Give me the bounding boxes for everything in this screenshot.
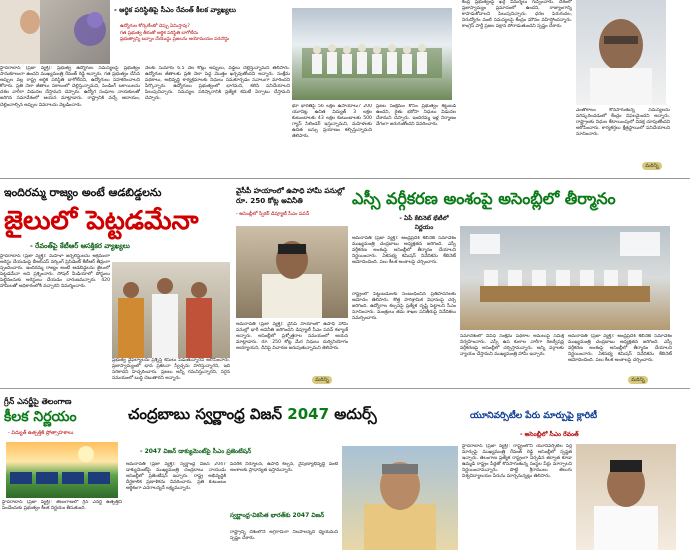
green-headline-top: గ్రీన్‌ ఎనర్జీపై తెలంగాణ [4,397,72,406]
sc-col1b: రాష్ట్రంలో పెట్టుబడులకు సంబంధించిన ప్రతిపాదనలకు ఆమోదం తెలిపారు. కొత్త పారిశ్రామిక విధానంపై చర్చ జరిగింది. ఉద్యోగాల కల్పనపై ప్రత్యేక దృష్టి పెట్టాలని సీఎం సూచించారు. మంత్రులు తమ శాఖల పనితీరుపై నివేదికలు సమర్పించారు. [352,292,456,322]
portrait-illustration [576,444,676,550]
more-button[interactable]: మరిన్ని [642,162,662,170]
pawan-text: అమరావతి (ప్రజా వ్యక్తి): వైసీపీ హయాంలో ఉపాధి హామీ పనుల్లో భారీ అవినీతి జరిగిందని డిప్యూటీ సీఎం పవన్‌ కళ్యాణ్‌ అన్నారు. అసెంబ్లీలో ప్రశ్నోత్తరాల సమయంలో ఆయన మాట్లాడారు. రూ. 250 కోట్ల మేర నిధులు దుర్వినియోగం అయ్యాయని, దీనిపై విచారణ జరుపుతున్నామని తెలిపారు. [236,322,348,352]
more-button[interactable]: మరిన్ని [628,376,648,384]
portrait-illustration [236,226,348,318]
cabinet-photo [460,226,670,330]
sc-col1: అమరావతి (ప్రజా వ్యక్తి): ఆంధ్రప్రదేశ్‌ కేబినెట్‌ సమావేశం ముఖ్యమంత్రి చంద్రబాబు అధ్యక్షతన జరిగింది. ఎస్సీ వర్గీకరణ అంశంపై అసెంబ్లీలో తీర్మానం చేయాలని నిర్ణయించారు. ఏకసభ్య కమిషన్‌ నివేదికను కేబినెట్‌ ఆమోదించింది. పలు కీలక అంశాలపై చర్చించారు. [352,236,456,266]
top-mid-photo [292,8,452,100]
top-left-bullets [120,24,288,44]
indiramma-headline-top: ఇందిరమ్మ రాజ్యం అంటే ఆడబిడ్డలను [4,186,162,199]
cbn-col2b: రాష్ట్రాన్ని దేశంలోనే అగ్రగామిగా నిలపాలన్నదే ధ్యేయమని స్పష్టం చేశారు. [230,530,338,542]
top-right-col1: కేంద్ర ప్రభుత్వంపై ఖర్గే విమర్శలు గుప్పించారు. దేశంలో ప్రజాస్వామ్యం ప్రమాదంలో ఉందని, రాజ్యాంగాన్ని కాపాడుకోవాలని పిలుపునిచ్చారు. ధరల పెరుగుదల, నిరుద్యోగం వంటి సమస్యలపై కేంద్రం మౌనం వహిస్తోందన్నారు. కాంగ్రెస్‌ పార్టీ ప్రజల పక్షాన పోరాడుతుందని స్పష్టం చేశారు. [462,0,572,30]
top-mid-col1: భూ భారతిపై 56 లక్షల ఉపాయాలు? 200 యూనిట్ల ఉచిత విద్యుత్‌ 3 లక్షల కుటుంబాలకు 43 లక్షల కుటుంబాలకు 500 గ్యాస్‌ సిలిండర్‌ ఇస్తున్నామని, మహిళలకు ఉచిత బస్సు ప్రయాణం కల్పిస్తున్నామని తెలిపారు. [292,104,372,140]
university-headline: యూనివర్సిటీల పేరు మార్పుపై క్లారిటీ [470,411,598,421]
portrait-illustration [342,446,458,550]
green-subhead: - విద్యుత్‌ ఉత్పత్తికి ప్రోత్సాహకాలు [8,430,74,436]
indiramma-col1: హైదరాబాద్‌ (ప్రజా వ్యక్తి): మహిళా జర్నలిస్టులను అక్రమంగా అరెస్టు చేయడంపై బీఆర్‌ఎస్‌ వర్కింగ్‌ ప్రెసిడెంట్‌ కేటీఆర్‌ తీవ్రంగా స్పందించారు. ఇందిరమ్మ రాజ్యం అంటే ఆడబిడ్డలను జైలులో పెట్టడమేనా అని ప్రశ్నించారు. సోషల్‌ మీడియాలో పోస్టులు పెట్టినందుకు అరెస్టులు చేయడం దారుణమన్నారు. 420 హామీలతో అధికారంలోకి వచ్చారని విమర్శించారు. [0,254,110,290]
pawan-subhead: - అసెంబ్లీలో స్పీకర్‌ డిప్యూటీ సీఎం పవన్‌ [236,212,310,217]
cbn-headline [128,404,458,424]
university-text: హైదరాబాద్‌ (ప్రజా వ్యక్తి): రాష్ట్రంలోని యూనివర్సిటీల పేర్ల మార్పుపై ముఖ్యమంత్రి రేవంత్‌ రెడ్డి అసెంబ్లీలో స్పష్టత ఇచ్చారు. తెలంగాణ ప్రత్యేక రాష్ట్రంగా ఏర్పడిన తర్వాత కూడా ఉమ్మడి రాష్ట్రం పేర్లతో కొనసాగుతున్న సంస్థల పేర్లు మార్చాలని నిర్ణయించామన్నారు. పొట్టి శ్రీరాములు తెలుగు విశ్వవిద్యాలయం పేరును మార్చనున్నట్లు తెలిపారు. [462,444,572,480]
revanth-photo [576,444,676,550]
row-divider [0,388,690,389]
bullet-item: గత ప్రభుత్వ తీరుతో ఆర్థిక పరిస్థితి బాగోలేదు [120,30,199,36]
cbn-subhead2: స్వర్ణాంధ్ర-వికసిత భారత్‌కు 2047 విజన్‌ [230,512,325,519]
sc-subhead: - ఏపీ కేబినెట్‌ భేటీలో నిర్ణయం [399,215,449,231]
solar-photo [6,442,118,498]
ktr-photo [112,262,230,358]
bullet-item: ఉద్యోగుల కోర్కెలేంటో చెప్పు ఏమిస్తావు? [120,24,190,29]
pawan-photo [236,226,348,318]
indiramma-subhead: - రేవంత్‌పై కేటీఆర్‌ ఆసక్తికర వ్యాఖ్యలు [30,242,130,250]
green-text: హైదరాబాద్‌ (ప్రజా వ్యక్తి): తెలంగాణలో గ్రీన్‌ ఎనర్జీ ఉత్పత్తిని పెంచేందుకు ప్రభుత్వం కీలక నిర్ణయం తీసుకుంది. [2,500,122,512]
portrait-illustration [576,0,666,105]
kharge-photo [576,0,666,105]
cbn-col1: అమరావతి (ప్రజా వ్యక్తి): స్వర్ణాంధ్ర విజన్‌ 2047 డాక్యుమెంట్‌పై ముఖ్యమంత్రి చంద్రబాబు నాయుడు అసెంబ్లీలో ప్రజెంటేషన్‌ ఇచ్చారు. రాష్ట్ర అభివృద్ధికి దీర్ఘకాలిక ప్రణాళికను వివరించారు. ప్రతి కుటుంబం ఆర్థికంగా ఎదగాలన్నదే లక్ష్యమన్నారు. [126,462,226,492]
sc-headline: ఎస్సీ వర్గీకరణ అంశంపై అసెంబ్లీలో తీర్మానం [352,189,616,208]
top-mid-col2: ప్రజల సంక్షేమం కోసం ప్రభుత్వం కట్టుబడి ఉందని, రైతు భరోసా నిధులు విడుదల చేశామని చెప్పారు. ఇందిరమ్మ ఇళ్ల నిర్మాణం వేగంగా జరుగుతోందని వివరించారు. [376,104,456,128]
university-subhead: - అసెంబ్లీలో సీఎం రేవంత్‌ [520,431,579,438]
sc-col3: అమరావతి (ప్రజా వ్యక్తి): ఆంధ్రప్రదేశ్‌ కేబినెట్‌ సమావేశం ముఖ్యమంత్రి చంద్రబాబు అధ్యక్షతన జరిగింది. ఎస్సీ వర్గీకరణ అంశంపై అసెంబ్లీలో తీర్మానం చేయాలని నిర్ణయించారు. ఏకసభ్య కమిషన్‌ నివేదికను కేబినెట్‌ ఆమోదించింది. పలు కీలక అంశాలపై చర్చించారు. [568,334,672,364]
cbn-col2: పేదరిక నిర్మూలన, ఉపాధి కల్పన, నైపుణ్యాభివృద్ధి వంటి అంశాలకు ప్రాధాన్యత ఇస్తామన్నారు. [230,462,338,474]
cbn-headline-part: చంద్రబాబు స్వర్ణాంధ్ర విజన్‌ [128,405,288,423]
group-photo [292,8,452,100]
row-divider [0,178,690,179]
top-left-subhead: - ఆర్థిక పరిస్థితిపై సీఎం రేవంత్‌ కీలక వ్యాఖ్యలు [114,6,236,14]
indiramma-col2: ప్రభుత్వ వైఫల్యాలను ప్రశ్నిస్తే కేసులు పెడుతున్నారని ఆరోపించారు. ప్రజాస్వామ్యంలో భావ ప్రకటనా స్వేచ్ఛను హరిస్తున్నారని, ఇది సరికాదని హెచ్చరించారు. ప్రజలు అన్నీ గమనిస్తున్నారని, సరైన సమయంలో బుద్ధి చెబుతారని అన్నారు. [112,358,230,382]
top-right-col2: ఎంతోకాలం కొనసాగుతున్న సమస్యలను పరిష్కరించడంలో కేంద్రం విఫలమైందని అన్నారు. రాష్ట్రాలకు నిధుల కేటాయింపులో వివక్ష చూపుతోందని ఆరోపించారు. కార్యకర్తలు క్షేత్రస్థాయిలో పనిచేయాలని సూచించారు. [576,108,670,138]
sc-col2: సమావేశంలో వివిధ సంక్షేమ పథకాల అమలుపై సమీక్ష నిర్వహించారు. ఎస్సీ ఉప కులాల వారీగా రిజర్వేషన్ల వర్గీకరణపై అసెంబ్లీలో చర్చిస్తామన్నారు. అన్ని వర్గాలకు న్యాయం చేస్తామని ముఖ్యమంత్రి హామీ ఇచ్చారు. [460,334,564,358]
green-headline-main: కీలక నిర్ణయం [4,409,77,425]
solar-panels-illustration [6,442,118,498]
cbn-headline-year: 2047 [287,405,330,423]
top-left-col1: హైదరాబాద్‌ (ప్రజా వ్యక్తి): ప్రభుత్వ ఉద్యోగుల సమస్యలపై ప్రభుత్వం సానుకూలంగా ఉందని ముఖ్యమంత్రి రేవంత్‌ రెడ్డి అన్నారు. గత ప్రభుత్వం చేసిన అప్పుల వల్ల రాష్ట్ర ఆర్థిక పరిస్థితి బాగోలేదని, ఉద్యోగులు సహకరించాలని కోరారు. ప్రతి నెలా జీతాలు సకాలంలో చెల్లిస్తున్నామని, పెండింగ్‌ బకాయిలను దశల వారీగా విడుదల చేస్తామని చెప్పారు. ఉద్యోగ సంఘాల నాయకులతో జరిగిన సమావేశంలో ఆయన మాట్లాడారు. రాష్ట్రానికి వచ్చే ఆదాయం, చెల్లించాల్సిన అప్పుల వివరాలను వెల్లడించారు. [0,66,140,108]
more-button[interactable]: మరిన్ని [312,376,332,384]
top-left-photo [0,0,110,64]
top-left-col2: నెలకు సుమారు 6.5 వేల కోట్లు అప్పులు, వడ్డీలు చెల్లిస్తున్నామని తెలిపారు. ఉద్యోగుల జీతాలకు ప్రతి నెలా పెద్ద మొత్తం ఖర్చవుతోందని అన్నారు. సంక్షేమ పథకాలు, అభివృద్ధి కార్యక్రమాలకు నిధులు సమకూర్చడం సవాలుగా మారిందని పేర్కొన్నారు. ఉద్యోగులు ప్రభుత్వంలో భాగమని, కలిసి పనిచేయాలని పిలుపునిచ్చారు. సమస్యల పరిష్కారానికి ప్రత్యేక కమిటీ ఏర్పాటు చేస్తామని చెప్పారు. [145,66,290,102]
group-photo [112,262,230,358]
indiramma-headline-main: జైలులో పెట్టడమేనా [4,206,199,236]
cbn-photo [342,446,458,550]
pawan-headline: వైసీపీ హయాంలో ఉపాధి హామీ పనుల్లో రూ. 250 కోట్ల అవినీతి [236,186,345,205]
meeting-photo [460,226,670,330]
cbn-subhead: - 2047 విజన్‌ డాక్యుమెంట్‌పై సీఎం ప్రజెంటేషన్‌ [140,448,252,455]
cbn-headline-part: అదుర్స్‌ [329,405,377,423]
bullet-item: ప్రభుత్వాన్ని బద్నాం చేయొద్దు ప్రజలను అయోమయం పరచొద్దు [120,37,230,42]
photo-illustration [0,0,110,64]
